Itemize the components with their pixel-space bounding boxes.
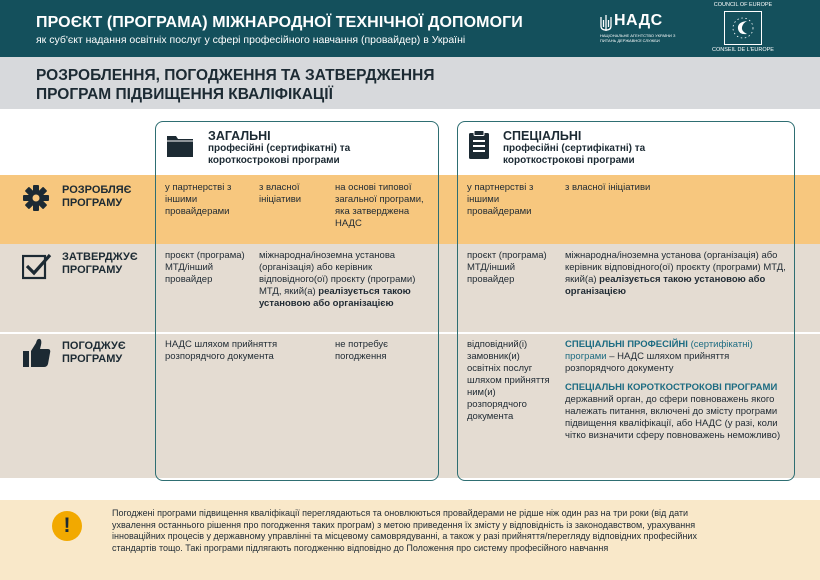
coe-stars-icon (725, 12, 761, 44)
special-column-title: СПЕЦІАЛЬНІ (503, 129, 582, 143)
clipboard-icon (468, 130, 490, 160)
header-subtitle: як суб'єкт надання освітніх послуг у сфері професійного навчання (провайдер) в Україні (36, 34, 466, 46)
agrees-general-not-required: не потребує погодження (335, 339, 389, 362)
council-of-europe-logo (712, 2, 774, 55)
develops-label-line-1: РОЗРОБЛЯЄ (62, 184, 132, 196)
approves-general-institution (259, 250, 434, 310)
approves-label-line-2: ПРОГРАМУ (62, 264, 123, 276)
approves-label-line-1: ЗАТВЕРДЖУЄ (62, 251, 138, 263)
develops-special-partnership: у партнерстві з іншими провайдерами (467, 182, 534, 217)
special-professional-title: СПЕЦІАЛЬНІ ПРОФЕСІЙНІ (565, 339, 688, 350)
section-title-line-1: РОЗРОБЛЕННЯ, ПОГОДЖЕННЯ ТА ЗАТВЕРДЖЕННЯ (36, 67, 435, 84)
develops-general-partnership: у партнерстві з іншими провайдерами (165, 182, 232, 217)
coe-top-text: COUNCIL OF EUROPE (713, 2, 773, 8)
folder-icon (166, 132, 194, 158)
develops-general-typical-program: на основі типової загальної програми, яка затверджена НАДС (335, 182, 424, 229)
nads-name: НАДС (614, 12, 663, 29)
note-text: Погоджені програми підвищення кваліфікації переглядаються та оновлюються провайдерами не рідше ніж один раз на три роки (від дати ухвалення останнього рішення про погодження таких програм) з метою приведення їх змісту у відповідність із законодавством, урахування інноваційних процесів у державному управлінні та місцевому самоврядуванні, а також у разі прийняття/перегляду відповідних професійних стандартів тощо. Такі програми підлягають погодженню відповідно до Положення про систему професійного навчання (112, 508, 697, 553)
special-column-subtitle (503, 143, 645, 167)
coe-bottom-text: CONSEIL DE L'EUROPE (712, 47, 774, 53)
agrees-label-line-1: ПОГОДЖУЄ (62, 340, 126, 352)
approves-special-institution-bold: реалізується такою установою або організацією (565, 274, 766, 297)
special-subtitle-line-1: професійні (сертифікатні) та (503, 143, 646, 154)
agrees-label-line-2: ПРОГРАМУ (62, 353, 123, 365)
row-develops-label (62, 184, 131, 210)
approves-special-institution-text: міжнародна/іноземна установа (організація) або керівник відповідного(ої) проєкту (програми) МТД, який(а) (565, 250, 786, 285)
nads-description: НАЦІОНАЛЬНЕ АГЕНТСТВО УКРАЇНИ З ПИТАНЬ ДЕРЖАВНОЇ СЛУЖБИ (600, 33, 676, 43)
agrees-special-professional (565, 339, 790, 375)
section-title (36, 66, 596, 104)
special-professional-text: – НАДС шляхом прийняття розпорядчого документу (565, 351, 730, 374)
approves-special-institution (565, 250, 790, 298)
special-short-term-title: СПЕЦІАЛЬНІ КОРОТКОСТРОКОВІ ПРОГРАМИ (565, 382, 778, 393)
row-approves-label (62, 251, 138, 277)
general-subtitle-line-1: професійні (сертифікатні) та (208, 143, 351, 154)
special-subtitle-line-2: короткострокові програми (503, 155, 635, 166)
agrees-general-nads: НАДС шляхом прийняття розпорядчого документа (165, 339, 278, 362)
gear-icon (22, 184, 50, 212)
section-title-line-2: ПРОГРАМ ПІДВИЩЕННЯ КВАЛІФІКАЦІЇ (36, 86, 333, 103)
develops-special-own-initiative: з власної ініціативи (565, 182, 651, 193)
nads-logo (600, 12, 682, 46)
general-column-title: ЗАГАЛЬНІ (208, 129, 271, 143)
approves-general-project: проєкт (програма) МТД/інший провайдер (165, 250, 245, 285)
warning-icon-glyph: ! (63, 514, 71, 537)
develops-general-own-initiative: з власної ініціативи (259, 182, 302, 205)
thumbs-up-icon (22, 337, 52, 369)
develops-label-line-2: ПРОГРАМУ (62, 197, 123, 209)
special-short-term-text: державний орган, до сфери повноважень якого належать питання, включені до змісту програми підвищення кваліфікації, або НАДС (у разі, коли чітко визначити сферу повноважень неможливо) (565, 394, 781, 441)
checkbox-check-icon (22, 252, 52, 280)
row-agrees-label (62, 340, 126, 366)
agrees-special-customer: відповідний(і) замовник(и) освітніх послуг шляхом прийняття ним(и) розпорядчого документа (467, 339, 550, 422)
general-column-subtitle (208, 143, 350, 167)
header-title: ПРОЄКТ (ПРОГРАМА) МІЖНАРОДНОЇ ТЕХНІЧНОЇ ДОПОМОГИ (36, 14, 523, 31)
warning-icon (52, 511, 82, 541)
approves-special-project: проєкт (програма) МТД/інший провайдер (467, 250, 547, 285)
approves-general-institution-text: міжнародна/іноземна установа (організація) або керівник відповідного(ої) проєкту (програми) МТД, який(а) (259, 250, 416, 297)
general-subtitle-line-2: короткострокові програми (208, 155, 340, 166)
agrees-special-short-term (565, 382, 790, 442)
coe-emblem (724, 11, 762, 45)
approves-general-institution-bold: реалізується такою установою або організацією (259, 286, 411, 309)
trident-icon (600, 14, 612, 32)
special-professional-title-rest: (сертифікатні) програми (565, 339, 753, 362)
